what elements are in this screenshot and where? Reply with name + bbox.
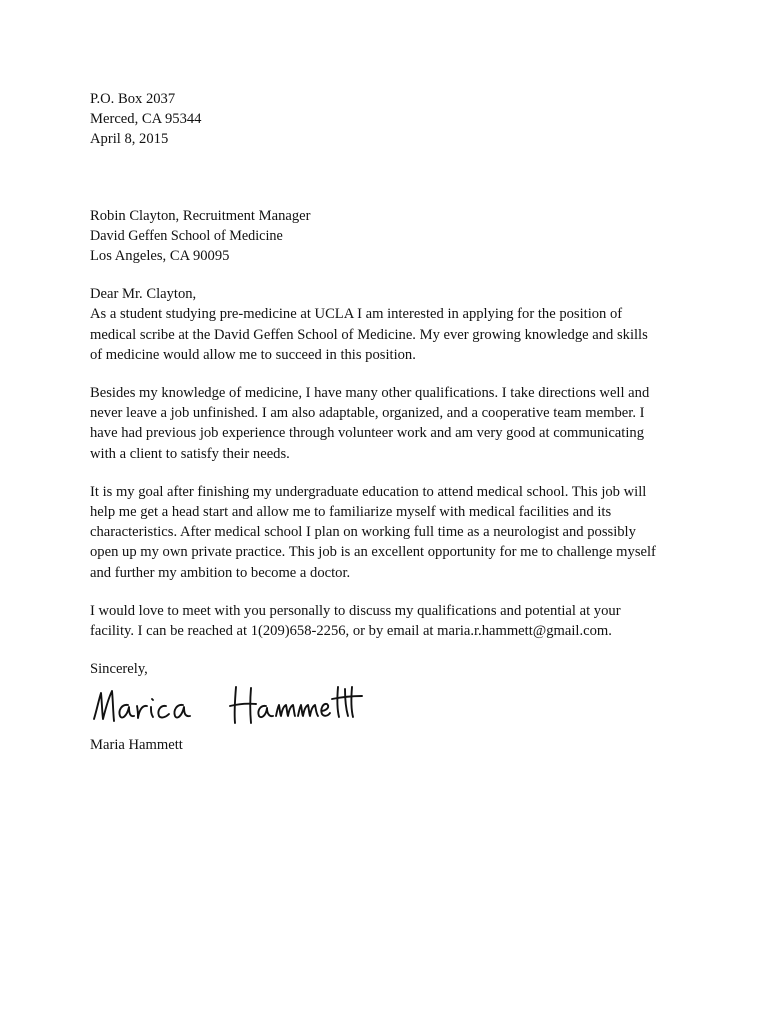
paragraph-2 (90, 383, 690, 464)
paragraph-line: It is my goal after finishing my undergraduate education to attend medical school. This job will (90, 483, 647, 500)
signature-stroke (337, 687, 339, 717)
paragraph-line: have had previous job experience through volunteer work and am very good at communicating (90, 425, 644, 442)
paragraph-1 (90, 304, 690, 365)
paragraph-line: help me get a head start and allow me to familiarize myself with medical facilities and its (90, 504, 612, 521)
signature-stroke (174, 705, 190, 718)
recipient-organization: David Geffen School of Medicine (90, 227, 283, 244)
handwritten-signature (90, 679, 380, 735)
letter-date: April 8, 2015 (90, 131, 169, 148)
paragraph-line: As a student studying pre-medicine at UCLA I am interested in applying for the position of (90, 306, 623, 323)
paragraph-line: characteristics. After medical school I plan on working full time as a neurologist and possibly (90, 524, 636, 541)
signature-stroke (298, 705, 318, 716)
signature-stroke (230, 704, 256, 706)
signature-stroke (321, 704, 330, 716)
paragraph-line: of medicine would allow me to succeed in this position. (90, 346, 416, 363)
signature-stroke (137, 706, 147, 718)
salutation: Dear Mr. Clayton, (90, 286, 197, 303)
signature-stroke (345, 689, 348, 716)
closing: Sincerely, (90, 661, 148, 678)
signature-stroke (250, 688, 251, 723)
signature-stroke (119, 705, 134, 718)
paragraph-line: Besides my knowledge of medicine, I have many other qualifications. I take directions well and (90, 385, 650, 402)
sender-address-block (90, 89, 690, 150)
paragraph-3 (90, 482, 690, 583)
signature-stroke (152, 699, 153, 700)
paragraph-line: I would love to meet with you personally to discuss my qualifications and potential at your (90, 602, 621, 619)
signature-stroke (158, 706, 169, 718)
signature-stroke (258, 706, 273, 717)
paragraph-line: with a client to satisfy their needs. (90, 445, 290, 462)
recipient-name-title: Robin Clayton, Recruitment Manager (90, 207, 311, 224)
letter-body (90, 89, 690, 756)
signer-name: Maria Hammett (90, 737, 183, 754)
sender-address-line-2: Merced, CA 95344 (90, 111, 202, 128)
paragraph-line: facility. I can be reached at 1(209)658-2256, or by email at maria.r.hammett@gmail.com. (90, 623, 612, 640)
sender-address-line-1: P.O. Box 2037 (90, 91, 176, 107)
signature-stroke (94, 691, 114, 721)
signature-stroke (151, 707, 153, 717)
paragraph-line: and further my ambition to become a doctor. (90, 564, 351, 581)
paragraph-line: never leave a job unfinished. I am also adaptable, organized, and a cooperative team member. I (90, 405, 645, 422)
signature-stroke (276, 705, 295, 716)
recipient-address-block (90, 206, 690, 267)
recipient-city-state-zip: Los Angeles, CA 90095 (90, 248, 230, 265)
paragraph-line: open up my own private practice. This job is an excellent opportunity for me to challenge myself (90, 544, 656, 561)
paragraph-4 (90, 601, 690, 641)
signature-stroke (351, 687, 353, 717)
paragraph-line: medical scribe at the David Geffen School of Medicine. My ever growing knowledge and skills (90, 326, 648, 343)
signature-strokes (94, 687, 362, 723)
